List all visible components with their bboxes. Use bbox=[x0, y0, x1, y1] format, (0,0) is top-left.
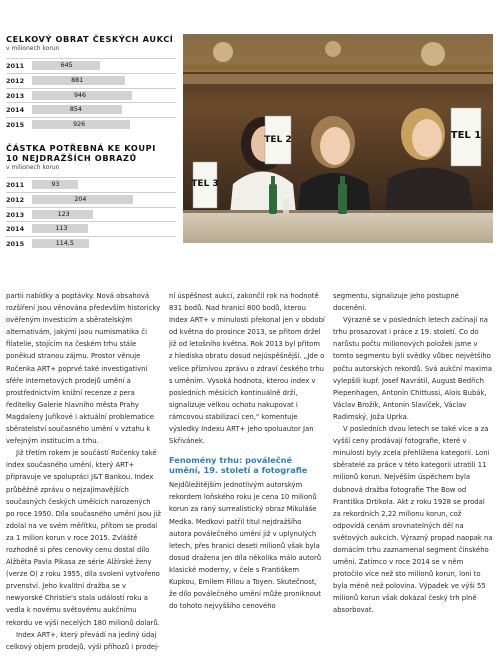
year-label: 2015 bbox=[6, 240, 25, 249]
year-label: 2011 bbox=[6, 62, 25, 70]
paragraph: segmentu, signalizuje jeho postupné docenění. bbox=[333, 292, 459, 313]
paragraph: ní úspěšnost aukcí, zakončil rok na hodnotě 831 bodů. Nad hranicí 800 bodů, kterou Index ART+ v minulosti překonal jen v období od května do prosince 2013, se přitom držel již od letošního května. Rok 2013 byl přitom z hlediska obratu dosud nejúspěšnější. „Jde o velice příznivou zprávu o zdraví českého trhu s uměním. Vysoká hodnota, kterou index v posledních měsících kontinuálně drží, signalizuje velkou ochotu nakupovat i rámcovou stabilizaci cen," komentuje výsledky Indexu ART+ jeho spoluautor Jan Skřivánek. bbox=[169, 292, 325, 446]
year-label: 2015 bbox=[6, 121, 25, 130]
paragraph: Výrazně se v posledních letech začínají na trhu prosazovat i práce z 19. století. Co do narůstu počtu milionových položek jsme v tomto segmentu byli svědky vůbec největšího počtu autorských rekordů. Svá aukční maxima vylepšili kupř. Josef Navrátil, August Bedřich Piepenhagen, Antonín Chittussi, Alois Bubák, Václav Brožík, Antonín Slavíček, Václav Radimský, Joža Uprka. bbox=[333, 316, 492, 421]
tel-sign-2 bbox=[264, 116, 291, 164]
tel-sign-1 bbox=[451, 108, 482, 166]
chart-subtitle: v milionech korun bbox=[6, 163, 60, 171]
value-label: 881 bbox=[71, 76, 84, 84]
chart-subtitle: v milionech korun bbox=[6, 45, 60, 52]
value-label: 926 bbox=[73, 121, 86, 129]
year-label: 2014 bbox=[6, 106, 25, 115]
value-label: 93 bbox=[51, 180, 60, 188]
chart-rows bbox=[6, 58, 176, 132]
year-label: 2013 bbox=[6, 91, 25, 100]
text-column-2 bbox=[169, 290, 325, 612]
tel-sign-3 bbox=[191, 162, 218, 208]
top10-paintings-chart bbox=[6, 143, 176, 251]
value-label: 854 bbox=[69, 106, 82, 114]
year-label: 2012 bbox=[6, 195, 25, 204]
chart-row bbox=[6, 192, 176, 207]
chart-title: CELKOVÝ OBRAT ČESKÝCH AUKCÍ bbox=[6, 34, 174, 44]
value-label: 123 bbox=[57, 210, 70, 218]
svg-text:TEL 1: TEL 1 bbox=[450, 130, 482, 141]
year-label: 2012 bbox=[6, 76, 25, 85]
photo-illustration bbox=[183, 34, 493, 243]
chart-row bbox=[6, 73, 176, 88]
value-label: 114,5 bbox=[55, 240, 74, 248]
value-label: 113 bbox=[55, 225, 68, 233]
chart-rows bbox=[6, 177, 176, 251]
paragraph: Již třetím rokem je součástí Ročenky také index současného umění, který ART+ připravuje ve spolupráci J&T Bankou. Index průběžně zprávu o nejzajímavějších současných českých umělcích narozených po roce 1950. Díla současného umění jsou již zdolal na ve svém měřítku, přítom se prodal za 1 milion korun v roce 2015. Zvláště rozhodně si přes cenovky cenu dostal dílo Alžběta Pavla Pikasa ze série Alžírské ženy (verze O) z roku 1955, díla svolení vytvořeno prvenství. Jeho kvalitní dražba se v newyorské Christie's stala událostí roku a vedla k novému světovému aukčnímu rekordu ve výši necelých 180 milionů dolarů. bbox=[6, 449, 161, 627]
chart-row bbox=[6, 236, 176, 251]
paragraph: Index ART+, který převádí na jediný údaj celkový objem prodejů, výši příhozů i prodej- bbox=[6, 630, 160, 651]
charts-column bbox=[6, 34, 176, 251]
paragraph: V posledních dvou letech se také více a za vyšší ceny prodávají fotografie, které v minulosti byly zcela přehlížena kategorií. Loni sběratelé za práce v této kategorii utratili 11 milionů korun. Nejvěším úspěchem byla dubnová dražba fotografie The Bow od Františka Drtikola. Akt z roku 1928 se prodal za rekordních 2,22 milionu korun, což odpovídá cenám srovnatelných děl na světových aukcích. Výrazný propad naopak na domácím trhu zaznamenal segment čínského umění. Zatímco v roce 2014 se v něm protočilo více než sto milionů korun, loni to byla méně než polovina. Výpadek ve výši 55 milionů korun však dokázal český trh plně absorbovat. bbox=[333, 425, 493, 615]
auction-turnover-chart bbox=[6, 34, 176, 132]
text-column-3 bbox=[333, 290, 493, 617]
value-label: 946 bbox=[74, 91, 87, 99]
year-label: 2014 bbox=[6, 225, 25, 234]
chart-row bbox=[6, 207, 176, 222]
chart-row bbox=[6, 221, 176, 236]
svg-text:TEL 3: TEL 3 bbox=[191, 179, 219, 189]
chart-title-line2: 10 NEJDRAŽŠÍCH OBRAZŮ bbox=[6, 152, 137, 163]
year-label: 2013 bbox=[6, 210, 25, 219]
section-subheading: Fenomény trhu: poválečné umění, 19. století a fotografie bbox=[169, 455, 308, 476]
chart-row bbox=[6, 58, 176, 73]
value-label: 204 bbox=[74, 195, 87, 203]
auction-phone-bidders-photo bbox=[183, 34, 493, 243]
paragraph: Nejdůležitějším jednotlivým autorským rekordem loňského roku je cena 10 milionů korun za raný surrealistický obraz Mikuláše Medka. Medkovi patřil titul nejdražšího autora poválečného umění již v uplynulých letech, přes hranici deseti milionů však byla dosud dražena jen díla několika málo autorů klasické moderny, v čele s Františkem Kupkou, Emilem Fillou a Toyen. Skutečnost, že dílo poválečného umění může proniknout do tohoto nejvyššího cenového bbox=[169, 481, 322, 611]
text-column-1 bbox=[6, 290, 161, 653]
chart-row bbox=[6, 117, 176, 132]
year-label: 2011 bbox=[6, 180, 25, 189]
paragraph: partii nabídky a poptávky. Nová obsahová rozšíření jsou věnována především historicky ověřeným investicím a sběratelským alternativám, jakými jsou numismatika či filatelie, stojícím na českém trhu stále poněkud stranou zájmu. Prostor věnuje Ročenka ART+ poprvé také investigativní sféře internetových prodejů umění a prostřednictvím knižní recenze z pera ředitelky Galerie hlavního města Prahy Magdaleny Juříkové i aktuální problematice sběratelství současného umění v vztahu k veřejným institucím a trhu. bbox=[6, 292, 161, 446]
chart-title: ČÁSTKA POTŘEBNÁ KE KOUPI bbox=[6, 142, 156, 153]
value-label: 645 bbox=[60, 62, 73, 69]
chart-row bbox=[6, 88, 176, 103]
chart-row bbox=[6, 177, 176, 192]
svg-text:TEL 2: TEL 2 bbox=[264, 135, 292, 145]
chart-row bbox=[6, 102, 176, 117]
